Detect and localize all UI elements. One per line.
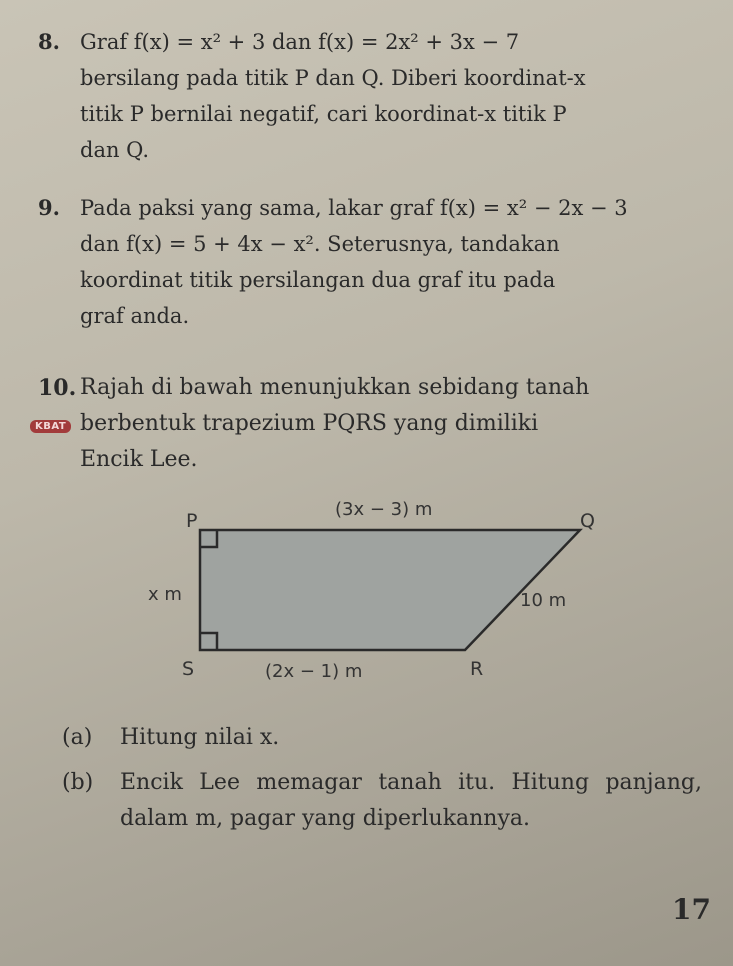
top-side-label: (3x − 3) m [335,499,433,520]
vertex-s-label: S [182,658,195,680]
vertex-r-label: R [470,658,484,680]
question-text [80,24,678,168]
part-a [62,720,702,756]
question-line: berbentuk trapezium PQRS yang dimiliki [80,411,539,436]
question-line: Pada paksi yang sama, lakar graf f(x) = x² − 2x − 3 [80,196,628,220]
part-label: (a) [62,725,93,750]
kbat-badge: KBAT [30,420,71,433]
question-line: Graf f(x) = x² + 3 dan f(x) = 2x² + 3x − 7 [80,30,520,54]
question-number: 8. [38,29,60,54]
right-side-label: 10 m [520,590,567,611]
part-text: Encik Lee memagar tanah itu. Hitung panjang, dalam m, pagar yang diperlukannya. [120,770,702,831]
part-label: (b) [62,770,94,795]
question-line: bersilang pada titik P dan Q. Diberi koordinat-x [80,66,586,90]
question-9 [38,190,678,334]
question-number: 9. [38,195,60,220]
question-number: 10. [38,375,77,401]
question-line: titik P bernilai negatif, cari koordinat-x titik P [80,102,567,126]
vertex-q-label: Q [580,510,595,532]
question-line: graf anda. [80,304,190,328]
trapezium-diagram [120,485,620,695]
part-b [62,765,702,837]
question-line: dan f(x) = 5 + 4x − x². Seterusnya, tandakan [80,232,560,256]
part-text: Hitung nilai x. [120,725,280,750]
question-8 [38,24,678,168]
vertex-p-label: P [186,510,198,532]
bottom-side-label: (2x − 1) m [265,661,363,682]
question-10 [38,370,678,478]
page-number: 17 [672,893,711,926]
left-side-label: x m [148,584,182,605]
question-line: dan Q. [80,138,150,162]
question-text [80,190,678,334]
question-text [80,370,678,478]
question-line: koordinat titik persilangan dua graf itu pada [80,268,556,292]
question-line: Rajah di bawah menunjukkan sebidang tanah [80,375,590,400]
question-line: Encik Lee. [80,447,198,472]
